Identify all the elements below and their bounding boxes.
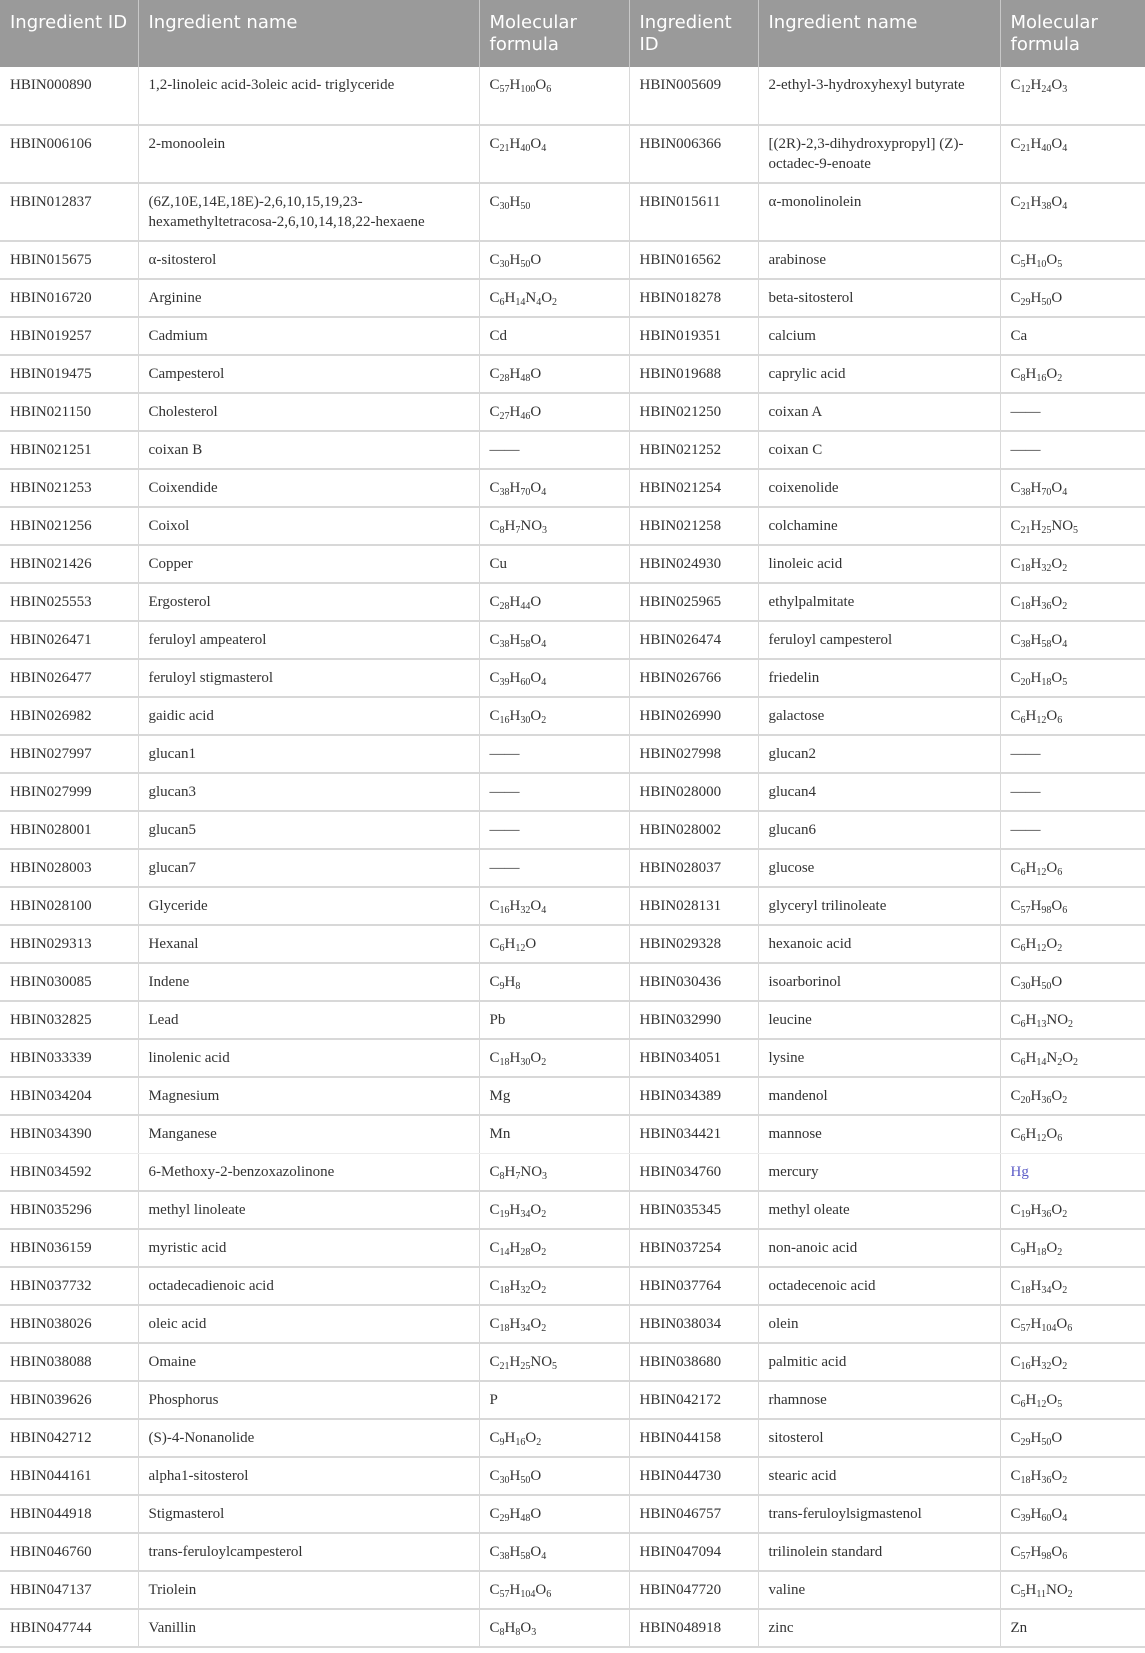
table-row <box>0 1115 1145 1153</box>
molecular-formula-cell: $C_9H_8$ <box>479 963 629 1001</box>
ingredient-name-cell: methyl oleate <box>758 1191 1000 1229</box>
ingredient-name-cell: coixan B <box>138 431 479 469</box>
molecular-formula-cell: $C_8H_{16}O_2$ <box>1000 355 1145 393</box>
molecular-formula-cell: $C_{21}H_{40}O_4$ <box>1000 125 1145 183</box>
ingredient-name-cell: mercury <box>758 1153 1000 1191</box>
ingredient-id-cell: HBIN021250 <box>629 393 758 431</box>
ingredient-name-cell: glyceryl trilinoleate <box>758 887 1000 925</box>
ingredient-name-cell: hexanoic acid <box>758 925 1000 963</box>
ingredient-name-cell: Lead <box>138 1001 479 1039</box>
ingredient-name-cell: rhamnose <box>758 1381 1000 1419</box>
ingredient-name-cell: (6Z,10E,14E,18E)-2,6,10,15,19,23-hexamethyltetracosa-2,6,10,14,18,22-hexaene <box>138 183 479 241</box>
ingredient-id-cell: HBIN029313 <box>0 925 138 963</box>
molecular-formula-cell: $C_{27}H_{46}O$ <box>479 393 629 431</box>
ingredient-id-cell: HBIN034760 <box>629 1153 758 1191</box>
molecular-formula-cell: $C_{20}H_{18}O_5$ <box>1000 659 1145 697</box>
molecular-formula-cell: $C_{29}H_{48}O$ <box>479 1495 629 1533</box>
table-row <box>0 393 1145 431</box>
ingredient-id-cell: HBIN026766 <box>629 659 758 697</box>
ingredient-id-cell: HBIN019257 <box>0 317 138 355</box>
molecular-formula-cell: $C_{30}H_{50}O$ <box>1000 963 1145 1001</box>
ingredient-id-cell: HBIN024930 <box>629 545 758 583</box>
ingredient-name-cell: Glyceride <box>138 887 479 925</box>
molecular-formula-cell: $C_{38}H_{70}O_4$ <box>479 469 629 507</box>
molecular-formula-cell: $C_{21}H_{25}NO_5$ <box>1000 507 1145 545</box>
ingredient-id-cell: HBIN029328 <box>629 925 758 963</box>
ingredient-id-cell: HBIN034204 <box>0 1077 138 1115</box>
header-ingredient-name-2: Ingredient name <box>758 0 1000 67</box>
ingredient-id-cell: HBIN035296 <box>0 1191 138 1229</box>
ingredient-name-cell: 6-Methoxy-2-benzoxazolinone <box>138 1153 479 1191</box>
ingredient-id-cell: HBIN036159 <box>0 1229 138 1267</box>
ingredient-id-cell: HBIN028001 <box>0 811 138 849</box>
molecular-formula-cell: $C_{28}H_{44}O$ <box>479 583 629 621</box>
molecular-formula-cell: $C_{14}H_{28}O_2$ <box>479 1229 629 1267</box>
ingredient-name-cell: α-sitosterol <box>138 241 479 279</box>
molecular-formula-cell: $C_{29}H_{50}O$ <box>1000 1419 1145 1457</box>
ingredient-id-cell: HBIN028000 <box>629 773 758 811</box>
table-row <box>0 811 1145 849</box>
molecular-formula-cell: $C_6H_{12}O$ <box>479 925 629 963</box>
ingredient-name-cell: coixan C <box>758 431 1000 469</box>
ingredient-id-cell: HBIN028100 <box>0 887 138 925</box>
ingredient-name-cell: arabinose <box>758 241 1000 279</box>
molecular-formula-cell: $C_9H_{16}O_2$ <box>479 1419 629 1457</box>
molecular-formula-cell: —— <box>479 735 629 773</box>
ingredient-id-cell: HBIN042172 <box>629 1381 758 1419</box>
table-header <box>0 0 1145 67</box>
ingredient-id-cell: HBIN021256 <box>0 507 138 545</box>
molecular-formula-cell[interactable]: Hg <box>1000 1153 1145 1191</box>
ingredient-name-cell: friedelin <box>758 659 1000 697</box>
ingredient-name-cell: zinc <box>758 1609 1000 1647</box>
table-row <box>0 431 1145 469</box>
ingredient-id-cell: HBIN016720 <box>0 279 138 317</box>
ingredient-id-cell: HBIN021252 <box>629 431 758 469</box>
ingredient-id-cell: HBIN027999 <box>0 773 138 811</box>
ingredient-name-cell: Triolein <box>138 1571 479 1609</box>
ingredient-id-cell: HBIN021150 <box>0 393 138 431</box>
table-row <box>0 545 1145 583</box>
table-row <box>0 621 1145 659</box>
molecular-formula-cell: $C_{12}H_{24}O_3$ <box>1000 67 1145 125</box>
ingredient-name-cell: gaidic acid <box>138 697 479 735</box>
table-row <box>0 317 1145 355</box>
ingredient-id-cell: HBIN037732 <box>0 1267 138 1305</box>
ingredient-id-cell: HBIN044918 <box>0 1495 138 1533</box>
ingredient-id-cell: HBIN028037 <box>629 849 758 887</box>
ingredient-name-cell: glucan5 <box>138 811 479 849</box>
ingredient-name-cell: Indene <box>138 963 479 1001</box>
ingredient-name-cell: Stigmasterol <box>138 1495 479 1533</box>
ingredient-name-cell: oleic acid <box>138 1305 479 1343</box>
ingredient-id-cell: HBIN006106 <box>0 125 138 183</box>
ingredient-name-cell: stearic acid <box>758 1457 1000 1495</box>
ingredient-name-cell: (S)-4-Nonanolide <box>138 1419 479 1457</box>
molecular-formula-cell: $C_{21}H_{25}NO_5$ <box>479 1343 629 1381</box>
molecular-formula-cell: $C_{29}H_{50}O$ <box>1000 279 1145 317</box>
header-ingredient-id-2: Ingredient ID <box>629 0 758 67</box>
table-row <box>0 1229 1145 1267</box>
molecular-formula-cell: —— <box>479 849 629 887</box>
ingredient-name-cell: 2-monoolein <box>138 125 479 183</box>
ingredient-id-cell: HBIN047094 <box>629 1533 758 1571</box>
ingredient-name-cell: glucan1 <box>138 735 479 773</box>
table-row <box>0 1039 1145 1077</box>
ingredient-id-cell: HBIN030436 <box>629 963 758 1001</box>
molecular-formula-cell: $C_{21}H_{38}O_4$ <box>1000 183 1145 241</box>
table-row <box>0 1001 1145 1039</box>
molecular-formula-cell: $C_6H_{12}O_6$ <box>1000 697 1145 735</box>
ingredient-id-cell: HBIN044730 <box>629 1457 758 1495</box>
molecular-formula-cell: —— <box>1000 811 1145 849</box>
ingredient-id-cell: HBIN026990 <box>629 697 758 735</box>
ingredient-name-cell: 2-ethyl-3-hydroxyhexyl butyrate <box>758 67 1000 125</box>
ingredient-id-cell: HBIN047137 <box>0 1571 138 1609</box>
ingredient-name-cell: beta-sitosterol <box>758 279 1000 317</box>
header-ingredient-id: Ingredient ID <box>0 0 138 67</box>
ingredient-id-cell: HBIN038026 <box>0 1305 138 1343</box>
molecular-formula-cell: $C_{39}H_{60}O_4$ <box>479 659 629 697</box>
ingredient-name-cell: octadecadienoic acid <box>138 1267 479 1305</box>
ingredient-id-cell: HBIN018278 <box>629 279 758 317</box>
ingredient-name-cell: Cholesterol <box>138 393 479 431</box>
ingredient-name-cell: colchamine <box>758 507 1000 545</box>
header-molecular-formula-2: Molecular formula <box>1000 0 1145 67</box>
table-row <box>0 67 1145 125</box>
ingredient-name-cell: α-monolinolein <box>758 183 1000 241</box>
molecular-formula-cell: $C_{38}H_{58}O_4$ <box>479 1533 629 1571</box>
table-row <box>0 125 1145 183</box>
table-row <box>0 1077 1145 1115</box>
molecular-formula-cell: $C_6H_{12}O_5$ <box>1000 1381 1145 1419</box>
ingredient-name-cell: methyl linoleate <box>138 1191 479 1229</box>
ingredient-name-cell: glucan3 <box>138 773 479 811</box>
ingredient-name-cell: Vanillin <box>138 1609 479 1647</box>
ingredient-id-cell: HBIN044161 <box>0 1457 138 1495</box>
ingredient-id-cell: HBIN032825 <box>0 1001 138 1039</box>
molecular-formula-cell: $C_{18}H_{36}O_2$ <box>1000 583 1145 621</box>
molecular-formula-cell: $C_6H_{14}N_2O_2$ <box>1000 1039 1145 1077</box>
table-row <box>0 1457 1145 1495</box>
ingredient-id-cell: HBIN048918 <box>629 1609 758 1647</box>
molecular-formula-cell: $C_{16}H_{32}O_2$ <box>1000 1343 1145 1381</box>
ingredient-id-cell: HBIN016562 <box>629 241 758 279</box>
molecular-formula-cell: $C_{20}H_{36}O_2$ <box>1000 1077 1145 1115</box>
molecular-formula-cell: Zn <box>1000 1609 1145 1647</box>
table-row <box>0 659 1145 697</box>
table-row <box>0 963 1145 1001</box>
molecular-formula-cell: Mn <box>479 1115 629 1153</box>
table-row <box>0 849 1145 887</box>
molecular-formula-cell: $C_6H_{12}O_6$ <box>1000 849 1145 887</box>
table-row <box>0 773 1145 811</box>
table-row <box>0 925 1145 963</box>
ingredient-name-cell: linolenic acid <box>138 1039 479 1077</box>
ingredient-id-cell: HBIN000890 <box>0 67 138 125</box>
ingredient-name-cell: glucose <box>758 849 1000 887</box>
molecular-formula-cell: $C_{19}H_{36}O_2$ <box>1000 1191 1145 1229</box>
ingredient-id-cell: HBIN038088 <box>0 1343 138 1381</box>
ingredient-id-cell: HBIN021254 <box>629 469 758 507</box>
molecular-formula-cell: $C_{16}H_{32}O_4$ <box>479 887 629 925</box>
molecular-formula-cell: $C_{19}H_{34}O_2$ <box>479 1191 629 1229</box>
header-ingredient-name: Ingredient name <box>138 0 479 67</box>
table-row <box>0 507 1145 545</box>
ingredient-name-cell: trans-feruloylsigmastenol <box>758 1495 1000 1533</box>
molecular-formula-cell: $C_{38}H_{70}O_4$ <box>1000 469 1145 507</box>
ingredient-id-cell: HBIN033339 <box>0 1039 138 1077</box>
molecular-formula-cell: —— <box>479 811 629 849</box>
molecular-formula-cell: —— <box>479 773 629 811</box>
molecular-formula-cell: $C_{57}H_{98}O_6$ <box>1000 1533 1145 1571</box>
ingredient-id-cell: HBIN034421 <box>629 1115 758 1153</box>
ingredient-id-cell: HBIN015611 <box>629 183 758 241</box>
ingredient-name-cell: palmitic acid <box>758 1343 1000 1381</box>
ingredient-id-cell: HBIN019351 <box>629 317 758 355</box>
ingredient-id-cell: HBIN015675 <box>0 241 138 279</box>
ingredient-id-cell: HBIN034592 <box>0 1153 138 1191</box>
molecular-formula-cell: $C_6H_{13}NO_2$ <box>1000 1001 1145 1039</box>
ingredient-id-cell: HBIN028002 <box>629 811 758 849</box>
table-row <box>0 1533 1145 1571</box>
ingredient-name-cell: non-anoic acid <box>758 1229 1000 1267</box>
ingredient-id-cell: HBIN021253 <box>0 469 138 507</box>
molecular-formula-cell: —— <box>1000 773 1145 811</box>
ingredient-name-cell: alpha1-sitosterol <box>138 1457 479 1495</box>
molecular-formula-cell: $C_{18}H_{36}O_2$ <box>1000 1457 1145 1495</box>
ingredient-name-cell: sitosterol <box>758 1419 1000 1457</box>
ingredient-name-cell: 1,2-linoleic acid-3oleic acid- triglyceride <box>138 67 479 125</box>
table-row <box>0 583 1145 621</box>
ingredient-name-cell: coixenolide <box>758 469 1000 507</box>
ingredient-id-cell: HBIN027998 <box>629 735 758 773</box>
ingredient-id-cell: HBIN038680 <box>629 1343 758 1381</box>
ingredient-name-cell: glucan2 <box>758 735 1000 773</box>
molecular-formula-cell: $C_{18}H_{34}O_2$ <box>1000 1267 1145 1305</box>
table-row <box>0 1495 1145 1533</box>
molecular-formula-cell: Pb <box>479 1001 629 1039</box>
table-row <box>0 241 1145 279</box>
header-molecular-formula: Molecular formula <box>479 0 629 67</box>
ingredient-id-cell: HBIN021426 <box>0 545 138 583</box>
ingredient-id-cell: HBIN019688 <box>629 355 758 393</box>
molecular-formula-cell: $C_5H_{11}NO_2$ <box>1000 1571 1145 1609</box>
ingredient-id-cell: HBIN028131 <box>629 887 758 925</box>
table-row <box>0 1343 1145 1381</box>
table-row <box>0 1571 1145 1609</box>
ingredient-name-cell: Hexanal <box>138 925 479 963</box>
table-row <box>0 355 1145 393</box>
molecular-formula-cell: $C_8H_8O_3$ <box>479 1609 629 1647</box>
molecular-formula-cell: $C_9H_{18}O_2$ <box>1000 1229 1145 1267</box>
molecular-formula-cell: Ca <box>1000 317 1145 355</box>
table-row <box>0 887 1145 925</box>
ingredient-name-cell: feruloyl ampeaterol <box>138 621 479 659</box>
ingredient-name-cell: Coixendide <box>138 469 479 507</box>
molecular-formula-cell: Mg <box>479 1077 629 1115</box>
table-row <box>0 735 1145 773</box>
ingredient-name-cell: caprylic acid <box>758 355 1000 393</box>
molecular-formula-cell: $C_{16}H_{30}O_2$ <box>479 697 629 735</box>
ingredient-id-cell: HBIN026477 <box>0 659 138 697</box>
ingredient-id-cell: HBIN042712 <box>0 1419 138 1457</box>
molecular-formula-cell: $C_8H_7NO_3$ <box>479 507 629 545</box>
ingredient-name-cell: leucine <box>758 1001 1000 1039</box>
ingredient-name-cell: Ergosterol <box>138 583 479 621</box>
ingredient-name-cell: Manganese <box>138 1115 479 1153</box>
ingredient-name-cell: octadecenoic acid <box>758 1267 1000 1305</box>
ingredient-id-cell: HBIN046757 <box>629 1495 758 1533</box>
molecular-formula-cell: $C_{18}H_{32}O_2$ <box>1000 545 1145 583</box>
ingredient-id-cell: HBIN034389 <box>629 1077 758 1115</box>
header-row <box>0 0 1145 67</box>
ingredient-id-cell: HBIN012837 <box>0 183 138 241</box>
molecular-formula-cell: $C_{57}H_{98}O_6$ <box>1000 887 1145 925</box>
molecular-formula-cell: $C_{30}H_{50}$ <box>479 183 629 241</box>
molecular-formula-cell: P <box>479 1381 629 1419</box>
molecular-formula-cell: $C_{39}H_{60}O_4$ <box>1000 1495 1145 1533</box>
ingredient-id-cell: HBIN044158 <box>629 1419 758 1457</box>
table-row <box>0 1609 1145 1647</box>
ingredient-id-cell: HBIN026474 <box>629 621 758 659</box>
ingredient-name-cell: trans-feruloylcampesterol <box>138 1533 479 1571</box>
molecular-formula-cell: $C_{18}H_{32}O_2$ <box>479 1267 629 1305</box>
ingredient-id-cell: HBIN038034 <box>629 1305 758 1343</box>
ingredient-id-cell: HBIN025553 <box>0 583 138 621</box>
table-row <box>0 1419 1145 1457</box>
table-row <box>0 697 1145 735</box>
ingredient-name-cell: glucan4 <box>758 773 1000 811</box>
ingredient-name-cell: isoarborinol <box>758 963 1000 1001</box>
ingredient-id-cell: HBIN047744 <box>0 1609 138 1647</box>
table-body <box>0 67 1145 1647</box>
ingredient-id-cell: HBIN035345 <box>629 1191 758 1229</box>
molecular-formula-cell: $C_{57}H_{100}O_6$ <box>479 67 629 125</box>
ingredient-name-cell: feruloyl stigmasterol <box>138 659 479 697</box>
ingredient-name-cell: Arginine <box>138 279 479 317</box>
molecular-formula-cell: Cu <box>479 545 629 583</box>
table-row <box>0 279 1145 317</box>
ingredient-name-cell: feruloyl campesterol <box>758 621 1000 659</box>
ingredient-name-cell: Copper <box>138 545 479 583</box>
ingredient-name-cell: lysine <box>758 1039 1000 1077</box>
molecular-formula-cell: Cd <box>479 317 629 355</box>
ingredient-id-cell: HBIN034051 <box>629 1039 758 1077</box>
molecular-formula-cell: $C_{30}H_{50}O$ <box>479 1457 629 1495</box>
ingredient-id-cell: HBIN037254 <box>629 1229 758 1267</box>
ingredient-id-cell: HBIN046760 <box>0 1533 138 1571</box>
ingredient-id-cell: HBIN021251 <box>0 431 138 469</box>
molecular-formula-cell: $C_6H_{14}N_4O_2$ <box>479 279 629 317</box>
ingredient-name-cell: Magnesium <box>138 1077 479 1115</box>
ingredient-id-cell: HBIN026982 <box>0 697 138 735</box>
ingredient-id-cell: HBIN039626 <box>0 1381 138 1419</box>
ingredient-name-cell: [(2R)-2,3-dihydroxypropyl] (Z)-octadec-9-enoate <box>758 125 1000 183</box>
ingredient-name-cell: coixan A <box>758 393 1000 431</box>
ingredient-id-cell: HBIN028003 <box>0 849 138 887</box>
ingredient-name-cell: galactose <box>758 697 1000 735</box>
molecular-formula-cell: —— <box>479 431 629 469</box>
ingredient-id-cell: HBIN025965 <box>629 583 758 621</box>
ingredient-name-cell: olein <box>758 1305 1000 1343</box>
molecular-formula-cell: $C_{38}H_{58}O_4$ <box>479 621 629 659</box>
ingredient-id-cell: HBIN030085 <box>0 963 138 1001</box>
ingredient-id-cell: HBIN005609 <box>629 67 758 125</box>
ingredient-name-cell: Cadmium <box>138 317 479 355</box>
table-row <box>0 469 1145 507</box>
ingredient-id-cell: HBIN006366 <box>629 125 758 183</box>
molecular-formula-cell: $C_{57}H_{104}O_6$ <box>479 1571 629 1609</box>
ingredient-name-cell: glucan6 <box>758 811 1000 849</box>
ingredient-id-cell: HBIN032990 <box>629 1001 758 1039</box>
ingredient-name-cell: trilinolein standard <box>758 1533 1000 1571</box>
ingredient-name-cell: Coixol <box>138 507 479 545</box>
molecular-formula-cell: $C_{18}H_{34}O_2$ <box>479 1305 629 1343</box>
molecular-formula-cell: $C_{57}H_{104}O_6$ <box>1000 1305 1145 1343</box>
ingredient-name-cell: mannose <box>758 1115 1000 1153</box>
table-row <box>0 1381 1145 1419</box>
ingredient-id-cell: HBIN026471 <box>0 621 138 659</box>
ingredient-name-cell: calcium <box>758 317 1000 355</box>
molecular-formula-cell: $C_{28}H_{48}O$ <box>479 355 629 393</box>
ingredient-name-cell: mandenol <box>758 1077 1000 1115</box>
ingredient-name-cell: Campesterol <box>138 355 479 393</box>
ingredient-id-cell: HBIN027997 <box>0 735 138 773</box>
ingredient-name-cell: ethylpalmitate <box>758 583 1000 621</box>
ingredient-id-cell: HBIN019475 <box>0 355 138 393</box>
ingredient-name-cell: valine <box>758 1571 1000 1609</box>
molecular-formula-cell: —— <box>1000 431 1145 469</box>
ingredient-name-cell: myristic acid <box>138 1229 479 1267</box>
ingredient-id-cell: HBIN021258 <box>629 507 758 545</box>
table-row <box>0 1305 1145 1343</box>
molecular-formula-cell: —— <box>1000 735 1145 773</box>
molecular-formula-cell: $C_{38}H_{58}O_4$ <box>1000 621 1145 659</box>
molecular-formula-cell: $C_6H_{12}O_6$ <box>1000 1115 1145 1153</box>
ingredient-name-cell: glucan7 <box>138 849 479 887</box>
table-row <box>0 1153 1145 1191</box>
molecular-formula-cell: $C_{21}H_{40}O_4$ <box>479 125 629 183</box>
molecular-formula-cell: $C_6H_{12}O_2$ <box>1000 925 1145 963</box>
table-row <box>0 1191 1145 1229</box>
ingredient-id-cell: HBIN037764 <box>629 1267 758 1305</box>
molecular-formula-cell: $C_{30}H_{50}O$ <box>479 241 629 279</box>
ingredient-name-cell: Omaine <box>138 1343 479 1381</box>
ingredient-id-cell: HBIN047720 <box>629 1571 758 1609</box>
table-row <box>0 1267 1145 1305</box>
ingredient-name-cell: linoleic acid <box>758 545 1000 583</box>
molecular-formula-cell: $C_5H_{10}O_5$ <box>1000 241 1145 279</box>
molecular-formula-cell: $C_{18}H_{30}O_2$ <box>479 1039 629 1077</box>
molecular-formula-cell: —— <box>1000 393 1145 431</box>
ingredient-id-cell: HBIN034390 <box>0 1115 138 1153</box>
molecular-formula-cell: $C_8H_7NO_3$ <box>479 1153 629 1191</box>
ingredient-name-cell: Phosphorus <box>138 1381 479 1419</box>
table-row <box>0 183 1145 241</box>
